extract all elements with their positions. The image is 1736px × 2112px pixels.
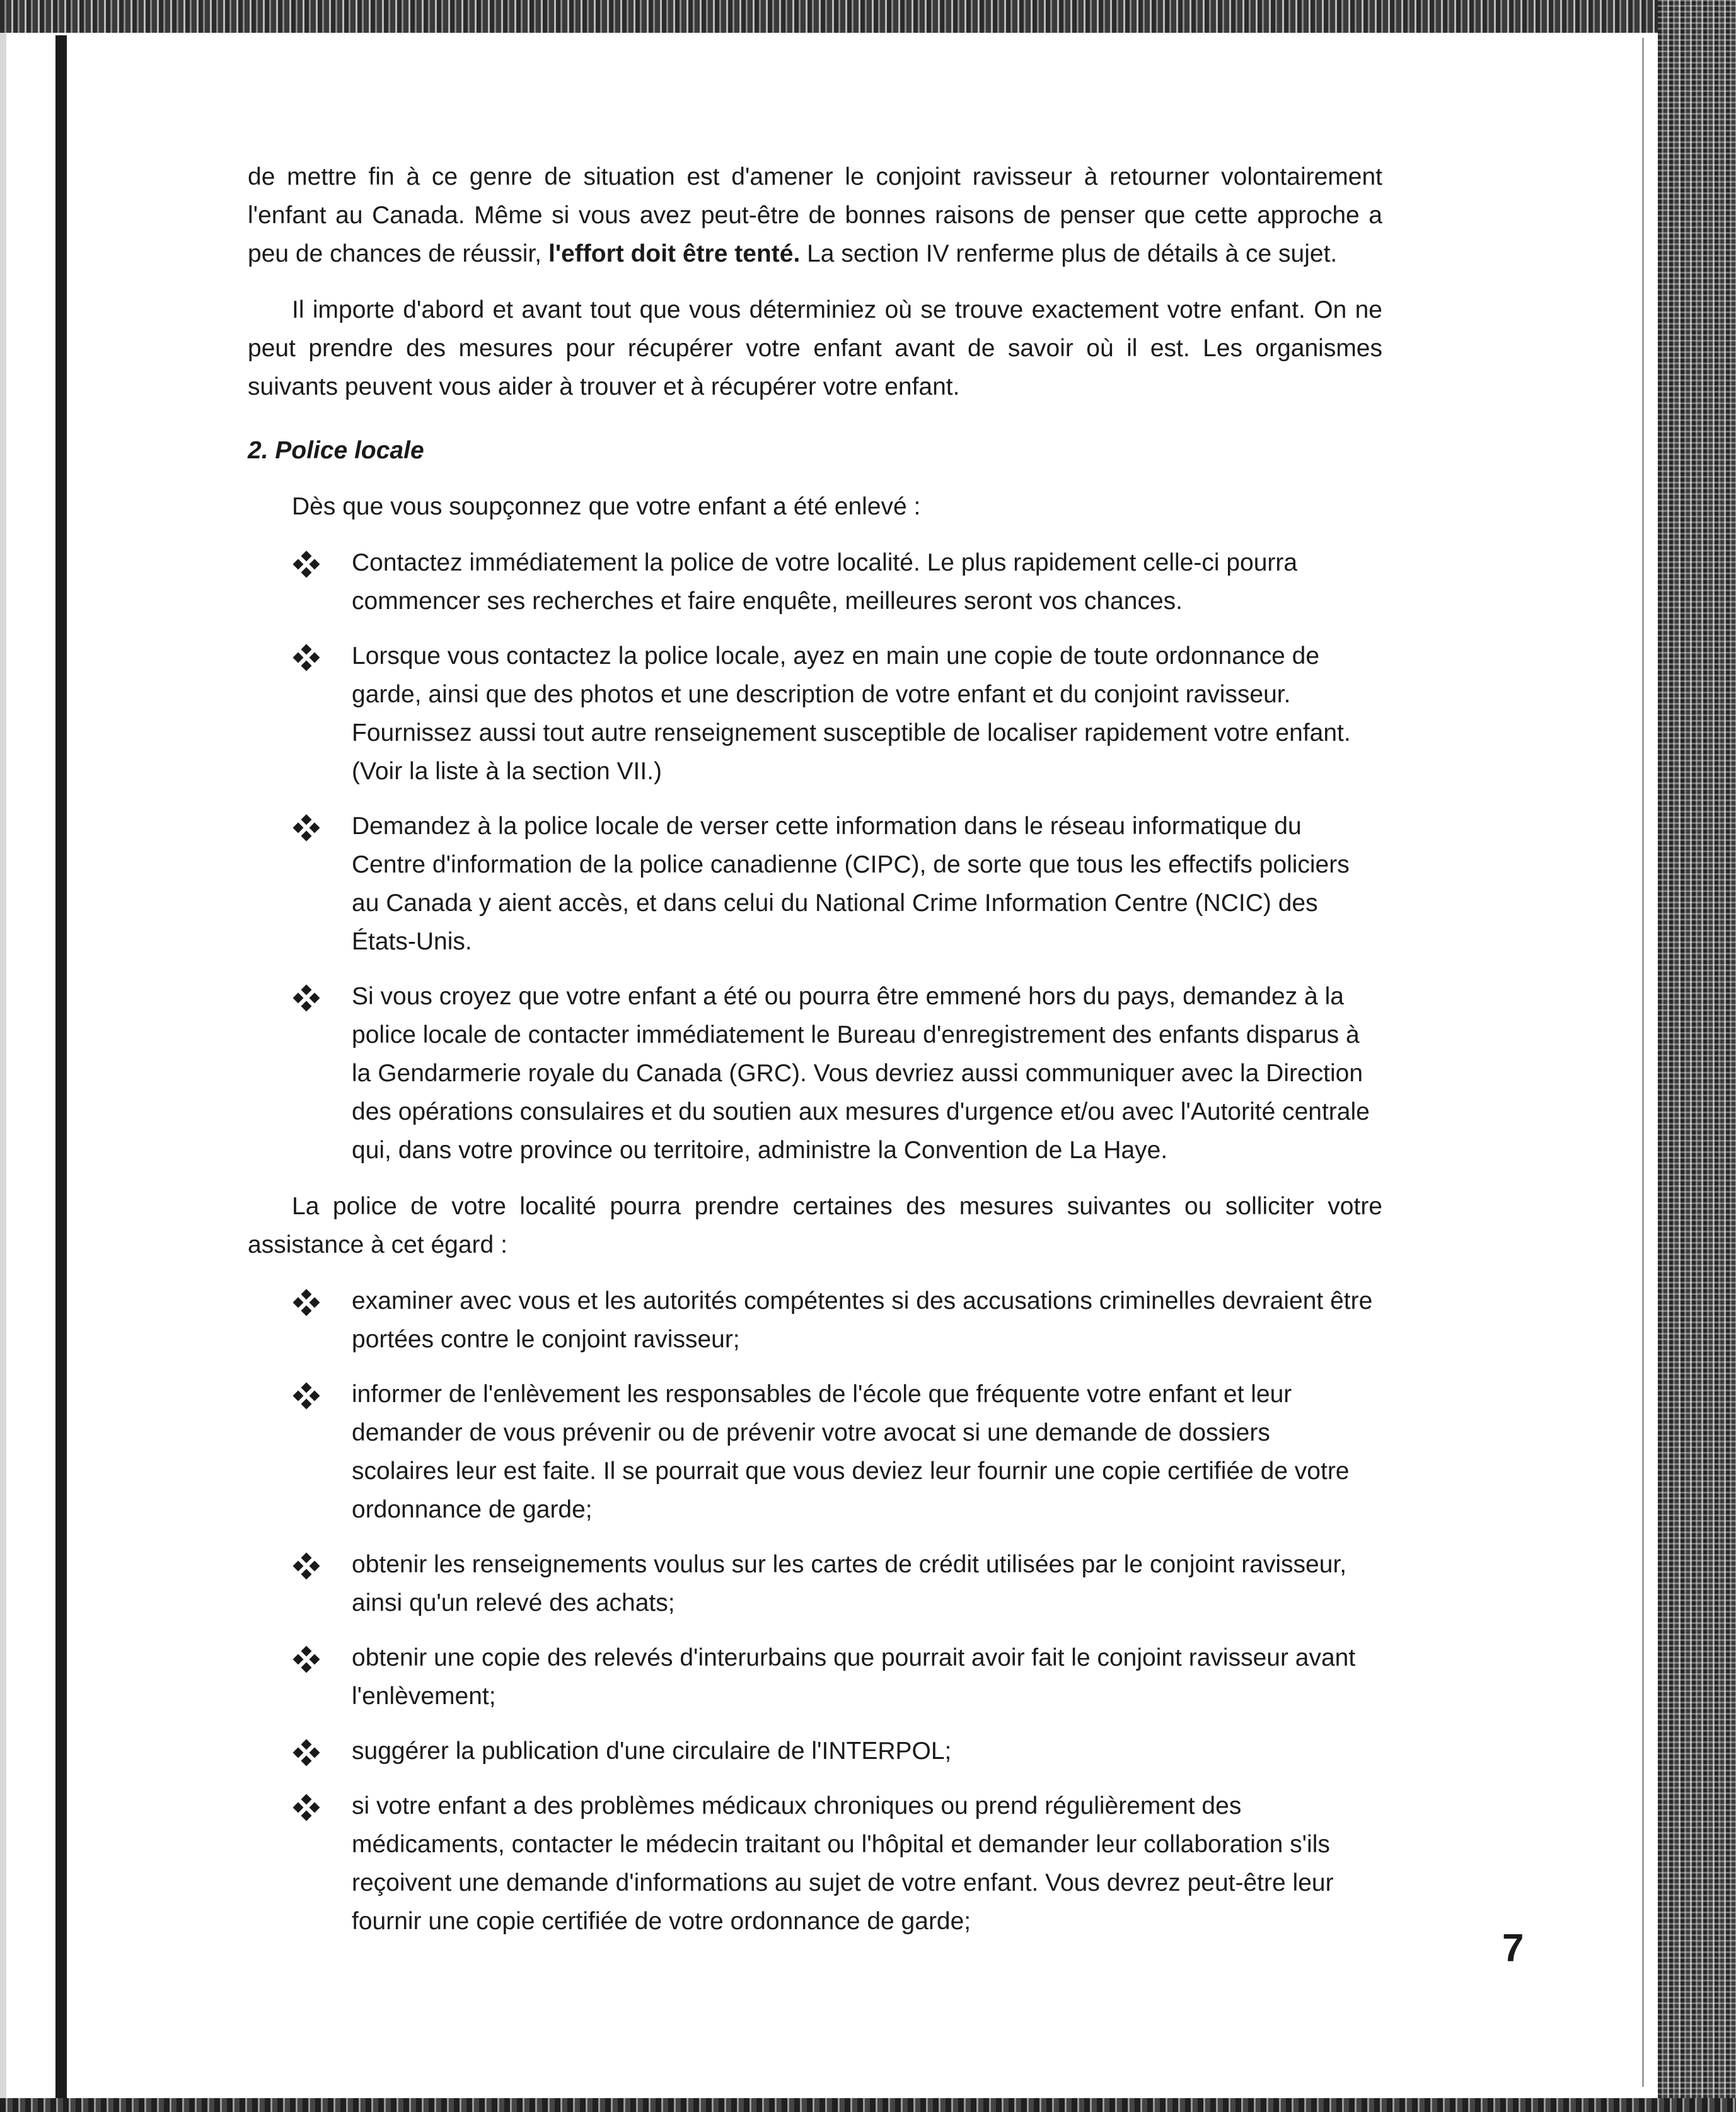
list-item-text: si votre enfant a des problèmes médicaux chroniques ou prend régulièrement des médicaments, contacter le médecin traitant ou l'hôpital et demander leur collaboration s'ils reçoivent une demande d'informations au sujet de votre enfant. Vous devrez peut-être leur fournir une copie certifiée de votre ordonnance de garde; bbox=[352, 1792, 1334, 1935]
list-item-text: Lorsque vous contactez la police locale, ayez en main une copie de toute ordonnance de garde, ainsi que des photos et une description de votre enfant et du conjoint ravisseur. Fournissez aussi tout autre renseignement susceptible de localiser rapidement votre enfant. (Voir la liste à la section VII.) bbox=[352, 642, 1351, 785]
list-item bbox=[248, 977, 1373, 1169]
diamond-bullet-icon bbox=[294, 986, 319, 1011]
scan-right-border bbox=[1658, 0, 1736, 2112]
police-steps-list bbox=[248, 543, 1382, 1169]
diamond-bullet-icon bbox=[294, 1741, 319, 1766]
diamond-bullet-icon bbox=[294, 1384, 319, 1409]
paragraph-measures-intro: La police de votre localité pourra prendre certaines des mesures suivantes ou solliciter votre assistance à cet égard : bbox=[248, 1193, 1382, 1258]
section-intro: Dès que vous soupçonnez que votre enfant a été enlevé : bbox=[292, 493, 921, 520]
diamond-bullet-icon bbox=[294, 1647, 319, 1673]
list-item bbox=[248, 1282, 1373, 1359]
scan-top-border bbox=[0, 0, 1736, 33]
diamond-bullet-icon bbox=[294, 552, 319, 577]
list-item-text: examiner avec vous et les autorités compétentes si des accusations criminelles devraient être portées contre le conjoint ravisseur; bbox=[352, 1287, 1373, 1353]
page-number: 7 bbox=[1502, 1927, 1524, 1970]
list-item bbox=[248, 543, 1373, 620]
police-measures-list bbox=[248, 1282, 1382, 1941]
scan-bottom-border bbox=[0, 2098, 1736, 2112]
list-item bbox=[248, 1375, 1373, 1529]
list-item-text: obtenir les renseignements voulus sur les cartes de crédit utilisées par le conjoint ravisseur, ainsi qu'un relevé des achats; bbox=[352, 1551, 1347, 1616]
list-item-text: informer de l'enlèvement les responsables de l'école que fréquente votre enfant et leur demander de vous prévenir ou de prévenir votre avocat si une demande de dossiers scolaires leur est faite. Il se pourrait que vous deviez leur fournir une copie certifiée de votre ordonnance de garde; bbox=[352, 1381, 1350, 1523]
list-item bbox=[248, 1787, 1373, 1941]
list-item-text: Demandez à la police locale de verser cette information dans le réseau informatique du Centre d'information de la police canadienne (CIPC), de sorte que tous les effectifs policiers au Canada y aient accès, et dans celui du National Crime Information Centre (NCIC) des États-Unis. bbox=[352, 813, 1350, 955]
scan-left-edge bbox=[0, 0, 6, 2112]
list-item-text: Si vous croyez que votre enfant a été ou pourra être emmené hors du pays, demandez à la police locale de contacter immédiatement le Bureau d'enregistrement des enfants disparus à la Gendarmerie royale du Canada (GRC). Vous devriez aussi communiquer avec la Direction des opérations consulaires et du soutien aux mesures d'urgence et/ou avec l'Autorité centrale qui, dans votre province ou territoire, administre la Convention de La Haye. bbox=[352, 983, 1370, 1164]
section-heading: 2. Police locale bbox=[248, 437, 424, 464]
list-item bbox=[248, 1732, 1373, 1770]
list-item bbox=[248, 1639, 1373, 1715]
diamond-bullet-icon bbox=[294, 1554, 319, 1579]
diamond-bullet-icon bbox=[294, 1291, 319, 1316]
diamond-bullet-icon bbox=[294, 816, 319, 841]
list-item bbox=[248, 1545, 1373, 1622]
paragraph-text-end: La section IV renferme plus de détails à ce sujet. bbox=[800, 240, 1338, 267]
diamond-bullet-icon bbox=[294, 1796, 319, 1821]
list-item bbox=[248, 807, 1373, 961]
paragraph-continuation bbox=[248, 158, 1382, 273]
list-item-text: Contactez immédiatement la police de votre localité. Le plus rapidement celle-ci pourra commencer ses recherches et faire enquête, meilleures seront vos chances. bbox=[352, 549, 1298, 615]
list-item bbox=[248, 637, 1373, 791]
paragraph-locate-child: Il importe d'abord et avant tout que vous déterminiez où se trouve exactement votre enfant. On ne peut prendre des mesures pour récupérer votre enfant avant de savoir où il est. Les organismes suivants peuvent vous aider à trouver et à récupérer votre enfant. bbox=[248, 296, 1382, 400]
paragraph-text: de mettre fin à ce genre de situation est d'amener le conjoint ravisseur à retourner volontairement l'enfant au Canada. Même si vous avez peut-être de bonnes raisons de penser que cette approche a peu de chances de réussir, bbox=[248, 163, 1382, 267]
page-body bbox=[248, 158, 1382, 1958]
scan-right-rule bbox=[1642, 38, 1644, 2087]
diamond-bullet-icon bbox=[294, 646, 319, 671]
list-item-text: suggérer la publication d'une circulaire de l'INTERPOL; bbox=[352, 1738, 952, 1765]
emphasis-text: l'effort doit être tenté. bbox=[548, 240, 801, 267]
scan-left-binding bbox=[55, 35, 67, 2103]
list-item-text: obtenir une copie des relevés d'interurbains que pourrait avoir fait le conjoint ravisseur avant l'enlèvement; bbox=[352, 1644, 1356, 1710]
